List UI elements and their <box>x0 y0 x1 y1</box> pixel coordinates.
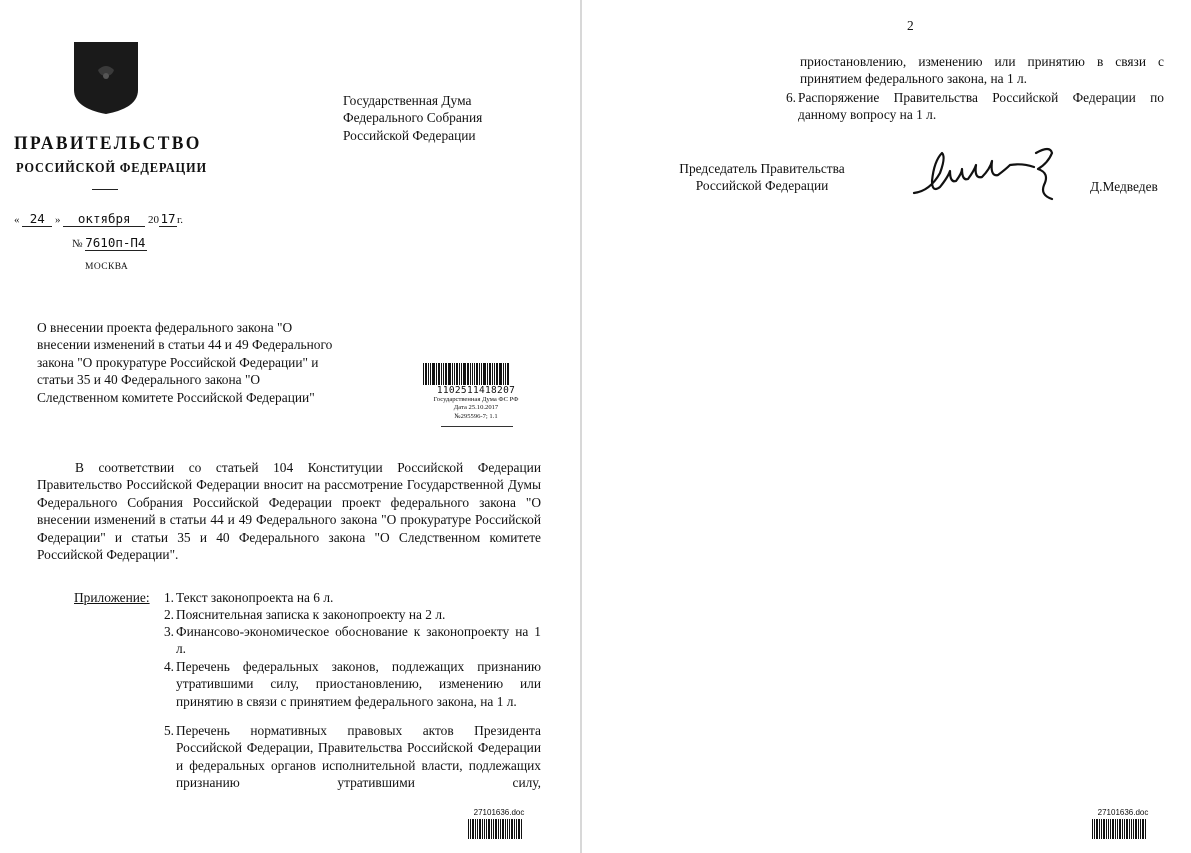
date-close-quote: » <box>55 214 61 226</box>
list-item <box>160 589 541 607</box>
list-item-text: Текст законопроекта на 6 л. <box>176 590 334 605</box>
barcode-bar <box>1140 819 1141 839</box>
addressee-line: Государственная Дума <box>343 93 472 108</box>
coat-of-arms-emblem <box>72 40 140 116</box>
appendix-label: Приложение: <box>74 590 150 605</box>
barcode-bar <box>509 819 510 839</box>
barcode-bar <box>499 363 502 385</box>
org-subtitle: РОССИЙСКОЙ ФЕДЕРАЦИИ <box>16 160 207 175</box>
barcode-bar <box>507 819 508 839</box>
stamp-line: Государственная Дума ФС РФ <box>433 396 519 403</box>
barcode-bar <box>481 363 482 385</box>
barcode-bar <box>1126 819 1128 839</box>
barcode-bar <box>1106 819 1107 839</box>
list-item-text: Распоряжение Правительства Российской Федерации по данному вопросу на 1 л. <box>798 90 1164 123</box>
barcode-bar <box>1108 819 1109 839</box>
footer-file-stamp <box>468 808 530 839</box>
continued-list-text: приостановлению, изменению или принятию в связи с принятием федерального закона, на 1 л. <box>800 54 1164 87</box>
barcode-bar <box>496 363 498 385</box>
list-item <box>160 658 541 728</box>
barcode-bar <box>505 363 506 385</box>
date-open-quote: « <box>14 214 20 226</box>
addressee-block <box>343 92 543 144</box>
barcode-bar <box>516 819 517 839</box>
barcode-bar <box>502 819 504 839</box>
barcode-bar <box>521 819 522 839</box>
barcode-bar <box>425 363 427 385</box>
date-month: октября <box>63 211 145 227</box>
date-day: 24 <box>22 211 52 227</box>
barcode-bar <box>436 363 437 385</box>
barcode-bar <box>467 363 469 385</box>
barcode-bar <box>1131 819 1132 839</box>
barcode-bar <box>1117 819 1118 839</box>
barcode-bar <box>456 363 458 385</box>
list-item-number: 3. <box>163 624 174 639</box>
list-item-text: Перечень федеральных законов, подлежащих признанию утратившими силу, приостановлению, изменению или принятию в связи с принятием федерального закона, на 1 л. <box>176 659 541 709</box>
barcode-bar <box>1115 819 1116 839</box>
barcode-bar <box>472 819 474 839</box>
barcode-bar <box>486 819 487 839</box>
list-item-number: 2. <box>163 607 174 622</box>
barcode-bar <box>505 819 506 839</box>
body-text: В соответствии со статьей 104 Конституции Российской Федерации Правительство Российской Федерации вносит на рассмотрение Государственной Думы Федерального Собрания Российской Федерации проект федерального закона "О внесении изменений в статьи 44 и 49 Федерального закона "О прокуратуре Российской Федерации" и статьи 35 и 40 Федерального закона "О Следственном комитете Российской Федерации". <box>37 460 541 563</box>
stamp-line: №295596-7; 1.1 <box>454 412 498 420</box>
date-year-suffix: 17 <box>160 211 176 226</box>
barcode-bar <box>1103 819 1105 839</box>
barcode-bar <box>514 819 515 839</box>
barcode-bar <box>476 363 478 385</box>
date-year-prefix: 20 <box>148 214 159 226</box>
barcode-bar <box>432 363 435 385</box>
footer-barcode <box>1092 819 1154 839</box>
barcode-bar <box>479 363 480 385</box>
barcode-bar <box>1092 819 1093 839</box>
barcode-bar <box>1101 819 1102 839</box>
barcode-bar <box>483 363 486 385</box>
document-date <box>14 211 183 227</box>
barcode-bar <box>498 819 499 839</box>
signer-title-line: Российской Федерации <box>695 178 829 194</box>
document-number <box>72 235 147 251</box>
barcode-bar <box>488 819 490 839</box>
barcode-bar <box>1096 819 1098 839</box>
stamp-underline <box>441 426 513 427</box>
barcode-bar <box>461 363 462 385</box>
date-year-unit: г. <box>177 214 184 226</box>
barcode-bar <box>489 363 491 385</box>
barcode-bar <box>1110 819 1111 839</box>
list-item-text: Финансово-экономическое обоснование к законопроекту на 1 л. <box>176 624 541 657</box>
number-label: № <box>72 238 83 250</box>
org-title: ПРАВИТЕЛЬСТВО <box>14 133 202 154</box>
footer-file-name: 27101636.doc <box>473 808 525 817</box>
barcode-bar <box>1099 819 1100 839</box>
barcode-bar <box>1133 819 1134 839</box>
barcode-bar <box>503 363 504 385</box>
list-item <box>160 722 541 792</box>
stamp-barcode <box>423 363 539 385</box>
list-item-number: 6. <box>785 90 796 105</box>
handwritten-signature <box>910 143 1070 203</box>
document-page-1 <box>0 0 580 853</box>
barcode-bar <box>1142 819 1144 839</box>
addressee-line: Российской Федерации <box>343 127 476 143</box>
letter-subject: О внесении проекта федерального закона "О внесении изменений в статьи 44 и 49 Федерального закона "О прокуратуре Российской Федерации" и статьи 35 и 40 Федерального закона "О Следственном комитете Российской Федерации" <box>37 320 333 405</box>
stamp-line: Дата 25.10.2017 <box>453 404 499 412</box>
barcode-bar <box>1145 819 1146 839</box>
barcode-bar <box>430 363 431 385</box>
list-item <box>160 606 541 624</box>
barcode-bar <box>472 363 473 385</box>
list-item-number: 1. <box>163 590 174 605</box>
barcode-bar <box>474 363 475 385</box>
barcode-bar <box>1138 819 1139 839</box>
barcode-bar <box>441 363 442 385</box>
barcode-bar <box>475 819 476 839</box>
barcode-bar <box>493 819 494 839</box>
barcode-bar <box>1112 819 1114 839</box>
stamp-code: 1102511418207 <box>436 385 516 396</box>
footer-barcode <box>468 819 530 839</box>
barcode-bar <box>518 819 520 839</box>
barcode-bar <box>448 363 451 385</box>
number-value: 7610п-П4 <box>85 235 146 250</box>
barcode-bar <box>452 363 453 385</box>
barcode-bar <box>484 819 485 839</box>
barcode-bar <box>1129 819 1130 839</box>
barcode-bar <box>1124 819 1125 839</box>
signer-name: Д.Медведев <box>1090 179 1158 194</box>
footer-file-name: 27101636.doc <box>1097 808 1149 817</box>
barcode-bar <box>507 363 509 385</box>
barcode-bar <box>463 363 466 385</box>
barcode-bar <box>500 819 501 839</box>
barcode-bar <box>470 363 471 385</box>
document-page-2 <box>582 0 1191 853</box>
addressee-line: Федерального Собрания <box>343 110 483 126</box>
list-item-text: Перечень нормативных правовых актов Президента Российской Федерации, Правительства Российской Федерации и федеральных органов исполнительной власти, подлежащих признанию утратившими силу, <box>176 723 541 791</box>
barcode-bar <box>477 819 478 839</box>
barcode-bar <box>423 363 424 385</box>
registration-stamp <box>413 363 539 429</box>
list-item <box>160 623 541 659</box>
barcode-bar <box>491 819 492 839</box>
barcode-bar <box>445 363 447 385</box>
signer-title-line: Председатель Правительства <box>679 161 845 176</box>
barcode-bar <box>443 363 444 385</box>
barcode-bar <box>487 363 488 385</box>
barcode-bar <box>482 819 483 839</box>
org-divider <box>92 189 118 190</box>
page-number: 2 <box>907 18 914 33</box>
barcode-bar <box>428 363 429 385</box>
barcode-bar <box>470 819 471 839</box>
footer-file-stamp <box>1092 808 1154 839</box>
barcode-bar <box>438 363 440 385</box>
barcode-bar <box>1094 819 1095 839</box>
signer-title <box>662 160 862 195</box>
barcode-bar <box>454 363 455 385</box>
barcode-bar <box>1135 819 1137 839</box>
barcode-bar <box>479 819 481 839</box>
barcode-bar <box>468 819 469 839</box>
body-paragraph <box>37 459 541 563</box>
barcode-bar <box>494 363 495 385</box>
barcode-bar <box>1119 819 1121 839</box>
barcode-bar <box>511 819 513 839</box>
barcode-bar <box>1122 819 1123 839</box>
city: МОСКВА <box>85 262 129 272</box>
list-item-number: 4. <box>163 659 174 674</box>
barcode-bar <box>495 819 497 839</box>
list-item-text: Пояснительная записка к законопроекту на 2 л. <box>176 607 446 622</box>
list-item-number: 5. <box>163 723 174 738</box>
barcode-bar <box>492 363 493 385</box>
barcode-bar <box>459 363 460 385</box>
